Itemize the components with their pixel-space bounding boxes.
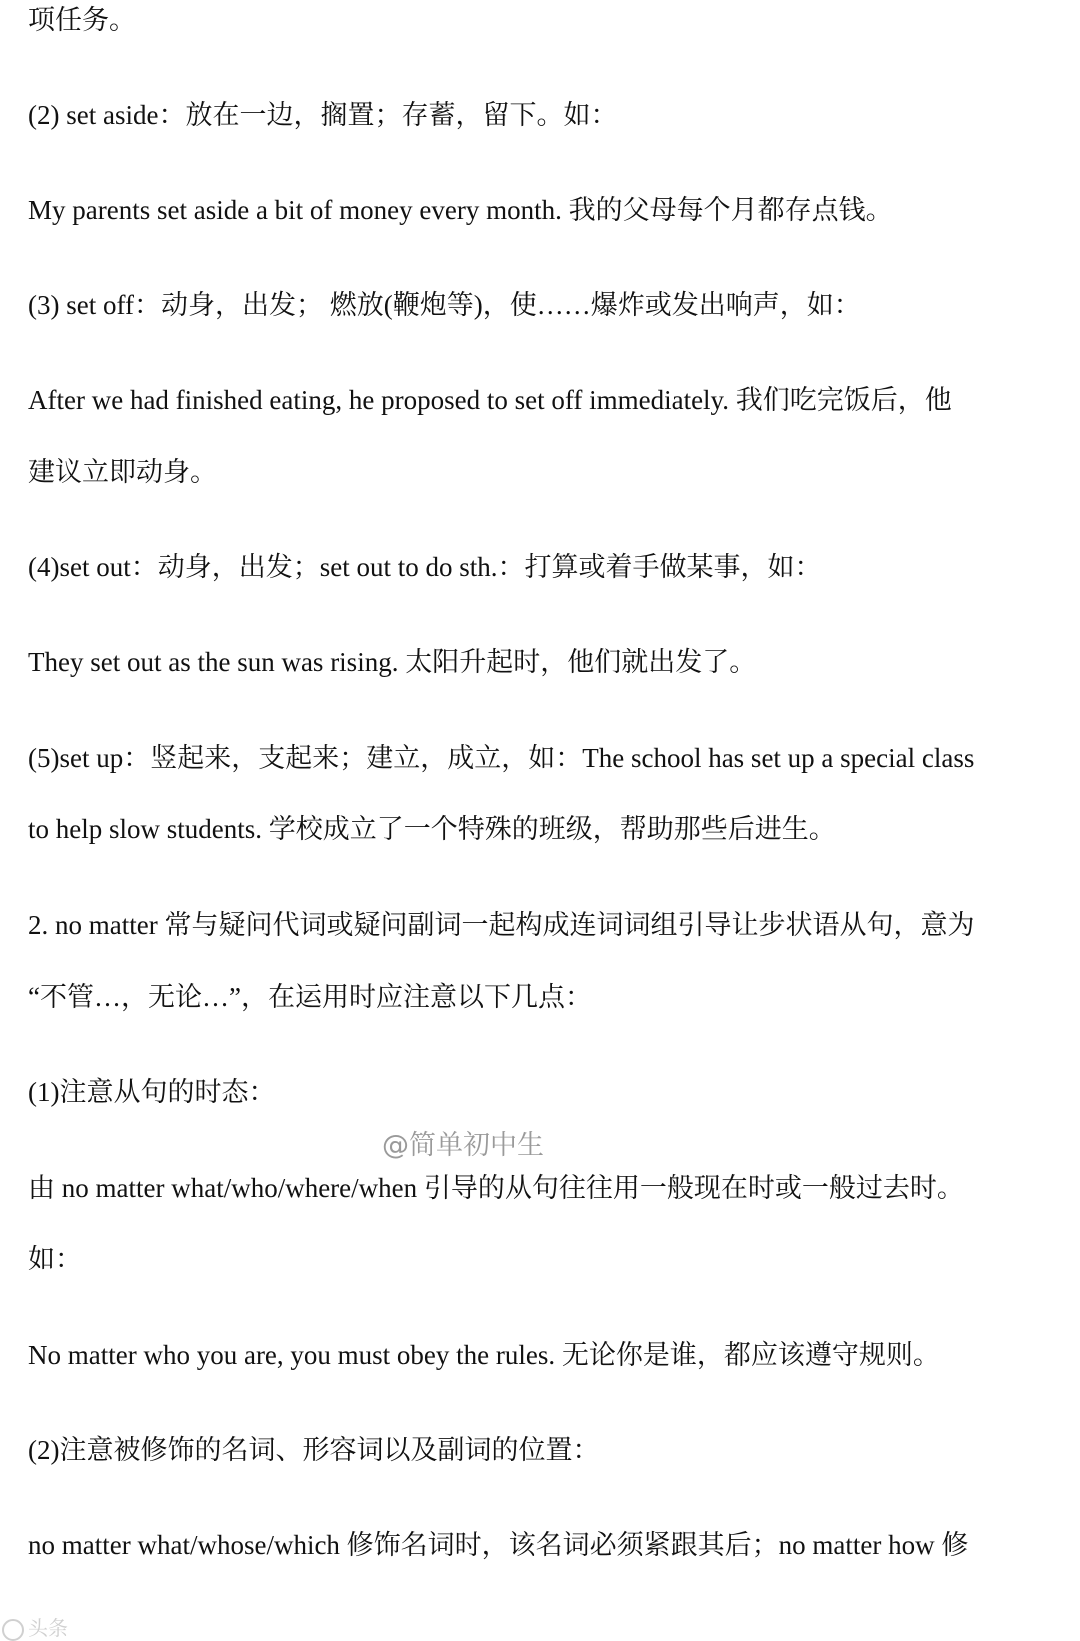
corner-watermark-text: 头条: [28, 1616, 68, 1640]
example-sentence: After we had finished eating, he proposed to set off immediately. 我们吃完饭后，他: [28, 385, 952, 415]
text-line: no matter what/whose/which 修饰名词时，该名词必须紧跟其后；no matter how 修: [28, 1530, 969, 1560]
example-sentence: My parents set aside a bit of money every month. 我的父母每个月都存点钱。: [28, 195, 893, 225]
subsection-heading: (1)注意从句的时态：: [28, 1077, 276, 1107]
text-line: 项任务。: [28, 5, 136, 35]
text-line: to help slow students. 学校成立了一个特殊的班级，帮助那些后进生。: [28, 814, 836, 844]
example-sentence: 建议立即动身。: [28, 457, 217, 487]
text-line: 如：: [28, 1244, 82, 1274]
text-line: (4)set out：动身，出发；set out to do sth.：打算或着手做某事，如：: [28, 552, 822, 582]
section-heading: 2. no matter 常与疑问代词或疑问副词一起构成连词词组引导让步状语从句，意为: [28, 910, 975, 940]
section-heading: “不管…，无论…”，在运用时应注意以下几点：: [28, 982, 592, 1012]
author-watermark: @简单初中生: [382, 1130, 544, 1161]
example-sentence: They set out as the sun was rising. 太阳升起时，他们就出发了。: [28, 647, 757, 677]
subsection-heading: (2)注意被修饰的名词、形容词以及副词的位置：: [28, 1435, 600, 1465]
text-line: 由 no matter what/who/where/when 引导的从句往往用一般现在时或一般过去时。: [28, 1173, 964, 1203]
logo-icon: [2, 1619, 24, 1641]
example-sentence: No matter who you are, you must obey the rules. 无论你是谁，都应该遵守规则。: [28, 1340, 940, 1370]
corner-watermark: [2, 1612, 68, 1641]
text-line: (5)set up：竖起来，支起来；建立，成立，如：The school has set up a special class: [28, 743, 975, 773]
text-line: (2) set aside：放在一边，搁置；存蓄，留下。如：: [28, 100, 618, 130]
text-line: (3) set off：动身，出发； 燃放(鞭炮等)，使……爆炸或发出响声，如：: [28, 290, 861, 320]
